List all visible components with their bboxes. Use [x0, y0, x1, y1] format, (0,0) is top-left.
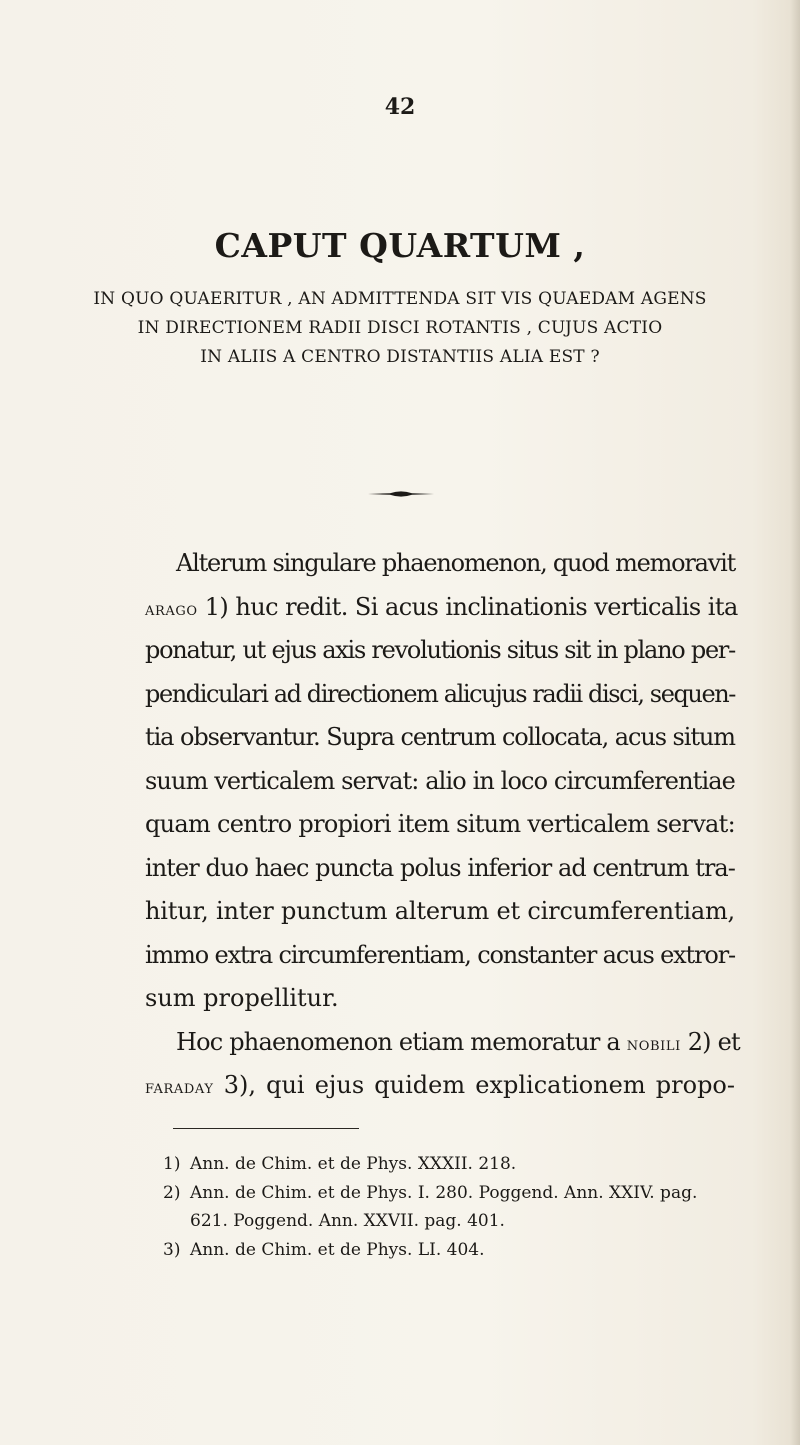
page-number: 42 [384, 94, 416, 120]
text-segment: 1) huc redit. Si acus inclinationis verticalis ita [204, 592, 738, 621]
author-name-faraday: faraday [145, 1077, 214, 1098]
author-name-arago: arago [145, 598, 198, 620]
text-line-content: suum verticalem servat: alio in loco circumferentiae [145, 766, 735, 795]
body-text [145, 542, 740, 1108]
text-line [145, 629, 735, 673]
text-line-content [145, 1064, 735, 1108]
subtitle-line-3: IN ALIIS A CENTRO DISTANTIIS ALIA EST ? [200, 347, 600, 367]
text-line-content: ponatur, ut ejus axis revolutionis situs sit in plano per- [145, 636, 735, 664]
text-line-content [145, 586, 738, 630]
text-segment: Hoc phaenomenon etiam memoratur a [176, 1027, 620, 1056]
text-line-content: hitur, inter punctum alterum et circumferentiam, [145, 897, 735, 925]
subtitle-line-2: IN DIRECTIONEM RADII DISCI ROTANTIS , CUJUS ACTIO [137, 318, 663, 338]
footnote-1 [163, 1150, 743, 1179]
footnote-text: Ann. de Chim. et de Phys. LI. 404. [190, 1239, 485, 1260]
text-line-content: inter duo haec puncta polus inferior ad centrum tra- [145, 853, 735, 882]
footnote-2 [163, 1179, 743, 1208]
footnote-rule [173, 1128, 359, 1129]
text-line-content: quam centro propiori item situm verticalem servat: [145, 810, 735, 838]
page-edge-shadow [790, 0, 800, 1445]
text-line [145, 847, 735, 891]
text-line-content: pendiculari ad directionem alicujus radii disci, sequen- [145, 679, 735, 708]
text-line [145, 673, 735, 717]
text-line-content: tia observantur. Supra centrum collocata, acus situm [145, 723, 735, 751]
text-line [145, 1064, 735, 1108]
footnote-text: Ann. de Chim. et de Phys. XXXII. 218. [190, 1154, 517, 1174]
text-segment: 2) et [687, 1027, 740, 1056]
text-line-content: immo extra circumferentiam, constanter acus extror- [145, 940, 736, 969]
chapter-title: CAPUT QUARTUM , [214, 226, 586, 265]
subtitle-line-1: IN QUO QUAERITUR , AN ADMITTENDA SIT VIS QUAEDAM AGENS [93, 289, 707, 309]
footnote-3 [163, 1236, 743, 1265]
footnote-number: 2) [163, 1182, 181, 1203]
text-line-content: sum propellitur. [145, 984, 339, 1012]
footnotes [163, 1150, 743, 1264]
text-line [145, 1021, 740, 1065]
text-line [145, 760, 735, 804]
text-line-content [176, 1021, 740, 1065]
text-line [145, 803, 735, 847]
text-line [145, 890, 735, 934]
footnote-2-continuation: 621. Poggend. Ann. XXVII. pag. 401. [190, 1211, 505, 1231]
text-line [145, 977, 735, 1021]
rule-ornament-icon [368, 489, 434, 499]
text-line [145, 934, 735, 978]
footnote-number: 1) [163, 1154, 181, 1174]
author-name-nobili: nobili [626, 1033, 681, 1055]
text-line [145, 716, 735, 760]
footnote-text: Ann. de Chim. et de Phys. I. 280. Poggend. Ann. XXIV. pag. [190, 1182, 698, 1203]
text-line-content: Alterum singulare phaenomenon, quod memoravit [176, 549, 736, 577]
text-line [145, 542, 735, 586]
footnote-number: 3) [163, 1239, 181, 1260]
text-line [145, 586, 738, 630]
chapter-subtitle [60, 285, 740, 372]
text-segment: 3), qui ejus quidem explicationem propo- [223, 1071, 735, 1099]
